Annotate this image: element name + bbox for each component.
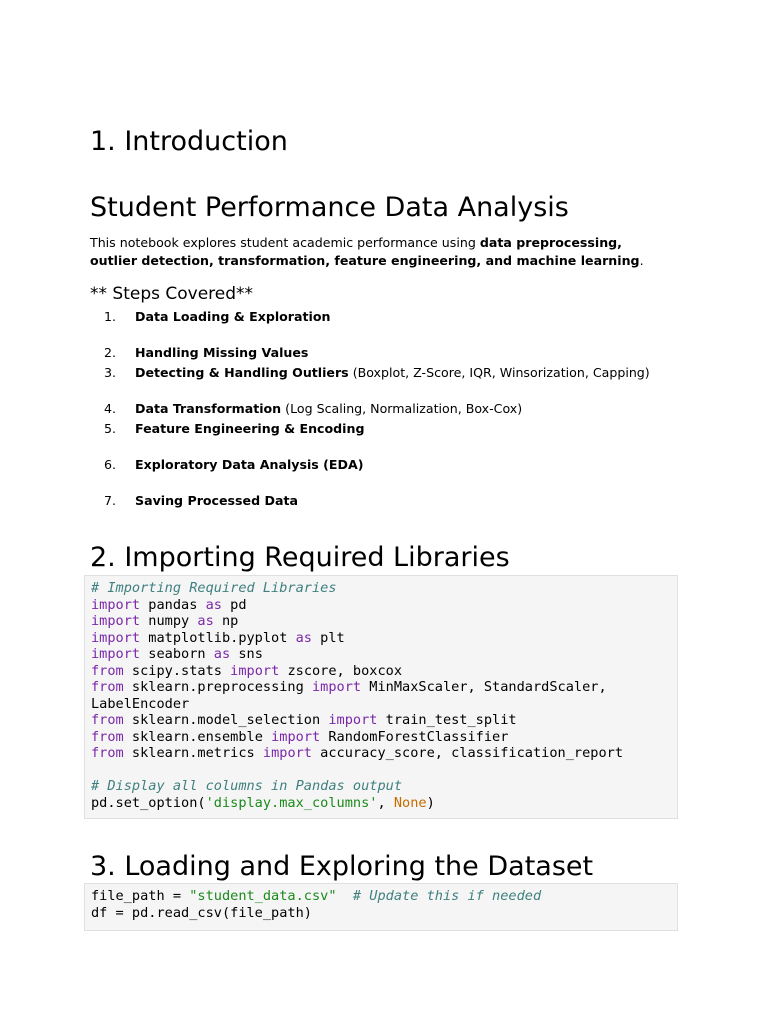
code-token: as — [205, 596, 222, 613]
code-token: seaborn — [140, 646, 214, 662]
code-line — [91, 696, 671, 713]
code-line — [91, 663, 671, 680]
code-token: None — [393, 794, 427, 811]
intro-text-bold: data preprocessing, outlier detection, transformation, feature engineering, and machine learning — [90, 235, 640, 268]
code-token: scipy.stats — [123, 662, 231, 679]
code-token: numpy — [140, 613, 198, 629]
code-token: from — [91, 745, 124, 761]
step-number: 1. — [103, 309, 116, 324]
step-title: Detecting & Handling Outliers — [135, 365, 349, 380]
code-line — [91, 613, 671, 630]
code-line — [91, 795, 671, 812]
code-token: import — [91, 629, 141, 646]
step-text — [135, 344, 308, 362]
code-line — [91, 580, 671, 597]
code-token — [337, 888, 353, 904]
code-token: , — [377, 794, 394, 811]
code-token: as — [213, 646, 231, 662]
step-number: 5. — [103, 421, 116, 436]
code-token: as — [197, 613, 214, 629]
code-token: matplotlib.pyplot — [140, 629, 296, 646]
heading-importing-libraries: 2. Importing Required Libraries — [90, 542, 510, 573]
code-token: sns — [230, 646, 263, 662]
code-line — [91, 679, 671, 696]
step-detail: (Log Scaling, Normalization, Box-Cox) — [281, 401, 523, 416]
heading-introduction: 1. Introduction — [90, 126, 288, 157]
code-line — [91, 597, 671, 614]
steps-heading: ** Steps Covered** — [90, 284, 254, 304]
code-token: train_test_split — [377, 712, 517, 728]
code-line — [91, 729, 671, 746]
code-token: sklearn.metrics — [123, 745, 263, 761]
code-token: np — [213, 613, 239, 629]
code-line — [91, 630, 671, 647]
code-cell-load-data[interactable] — [84, 883, 678, 931]
code-token: 'display.max_columns' — [205, 794, 378, 811]
code-token: as — [295, 629, 312, 646]
step-text — [135, 492, 298, 510]
code-token: ) — [426, 794, 435, 811]
code-token: import — [262, 745, 312, 761]
step-text — [135, 400, 522, 418]
code-token: from — [91, 712, 124, 728]
code-line — [91, 778, 671, 795]
code-token: plt — [311, 629, 345, 646]
code-token: "student_data.csv" — [189, 888, 337, 904]
code-token: RandomForestClassifier — [320, 728, 509, 745]
step-title: Saving Processed Data — [135, 493, 298, 508]
code-token: sklearn.preprocessing — [123, 679, 312, 695]
step-title: Exploratory Data Analysis (EDA) — [135, 457, 364, 472]
code-token: import — [91, 646, 141, 662]
code-token: # Update this if needed — [352, 888, 542, 904]
step-text — [135, 364, 650, 382]
step-number: 2. — [103, 345, 116, 360]
step-title: Handling Missing Values — [135, 345, 309, 360]
code-token: from — [91, 728, 124, 745]
step-number: 3. — [103, 365, 116, 380]
code-token: import — [312, 679, 362, 695]
code-token: pd.set_option( — [91, 794, 206, 811]
code-token: file_path = — [91, 888, 190, 904]
intro-paragraph — [90, 234, 650, 270]
code-token: import — [91, 613, 141, 629]
heading-loading-dataset: 3. Loading and Exploring the Dataset — [90, 851, 594, 882]
code-token: sklearn.model_selection — [123, 712, 329, 728]
step-number: 7. — [103, 493, 116, 508]
step-detail: (Boxplot, Z-Score, IQR, Winsorization, Capping) — [348, 365, 650, 380]
code-line — [91, 745, 671, 762]
step-title: Data Transformation — [135, 401, 282, 416]
code-token: from — [91, 662, 124, 679]
code-token: pd — [221, 596, 247, 613]
step-text — [135, 308, 330, 326]
code-token: sklearn.ensemble — [123, 728, 272, 745]
intro-text-suffix: . — [639, 253, 644, 268]
code-line — [91, 762, 671, 779]
step-number: 4. — [103, 401, 116, 416]
code-line — [91, 888, 671, 905]
code-token: from — [91, 679, 124, 695]
intro-text-prefix: This notebook explores student academic performance using — [90, 235, 480, 250]
code-line — [91, 646, 671, 663]
step-number: 6. — [103, 457, 116, 472]
code-cell-imports[interactable] — [84, 575, 678, 819]
code-line — [91, 712, 671, 729]
code-token: import — [328, 712, 378, 728]
code-token: pandas — [140, 596, 206, 613]
code-token: import — [230, 662, 280, 679]
code-token: # Importing Required Libraries — [91, 580, 337, 596]
code-token: df = pd.read_csv(file_path) — [91, 904, 312, 921]
code-token: import — [91, 596, 141, 613]
code-token: import — [271, 728, 321, 745]
code-token: MinMaxScaler, StandardScaler, — [361, 679, 607, 695]
step-text — [135, 456, 364, 474]
code-token: LabelEncoder — [91, 695, 190, 712]
code-line — [91, 905, 671, 922]
step-title: Feature Engineering & Encoding — [135, 421, 365, 436]
heading-title: Student Performance Data Analysis — [90, 192, 569, 223]
code-token: # Display all columns in Pandas output — [91, 778, 402, 794]
step-text — [135, 420, 364, 438]
code-token: zscore, boxcox — [279, 662, 403, 679]
step-title: Data Loading & Exploration — [135, 309, 331, 324]
code-token: accuracy_score, classification_report — [312, 745, 623, 761]
